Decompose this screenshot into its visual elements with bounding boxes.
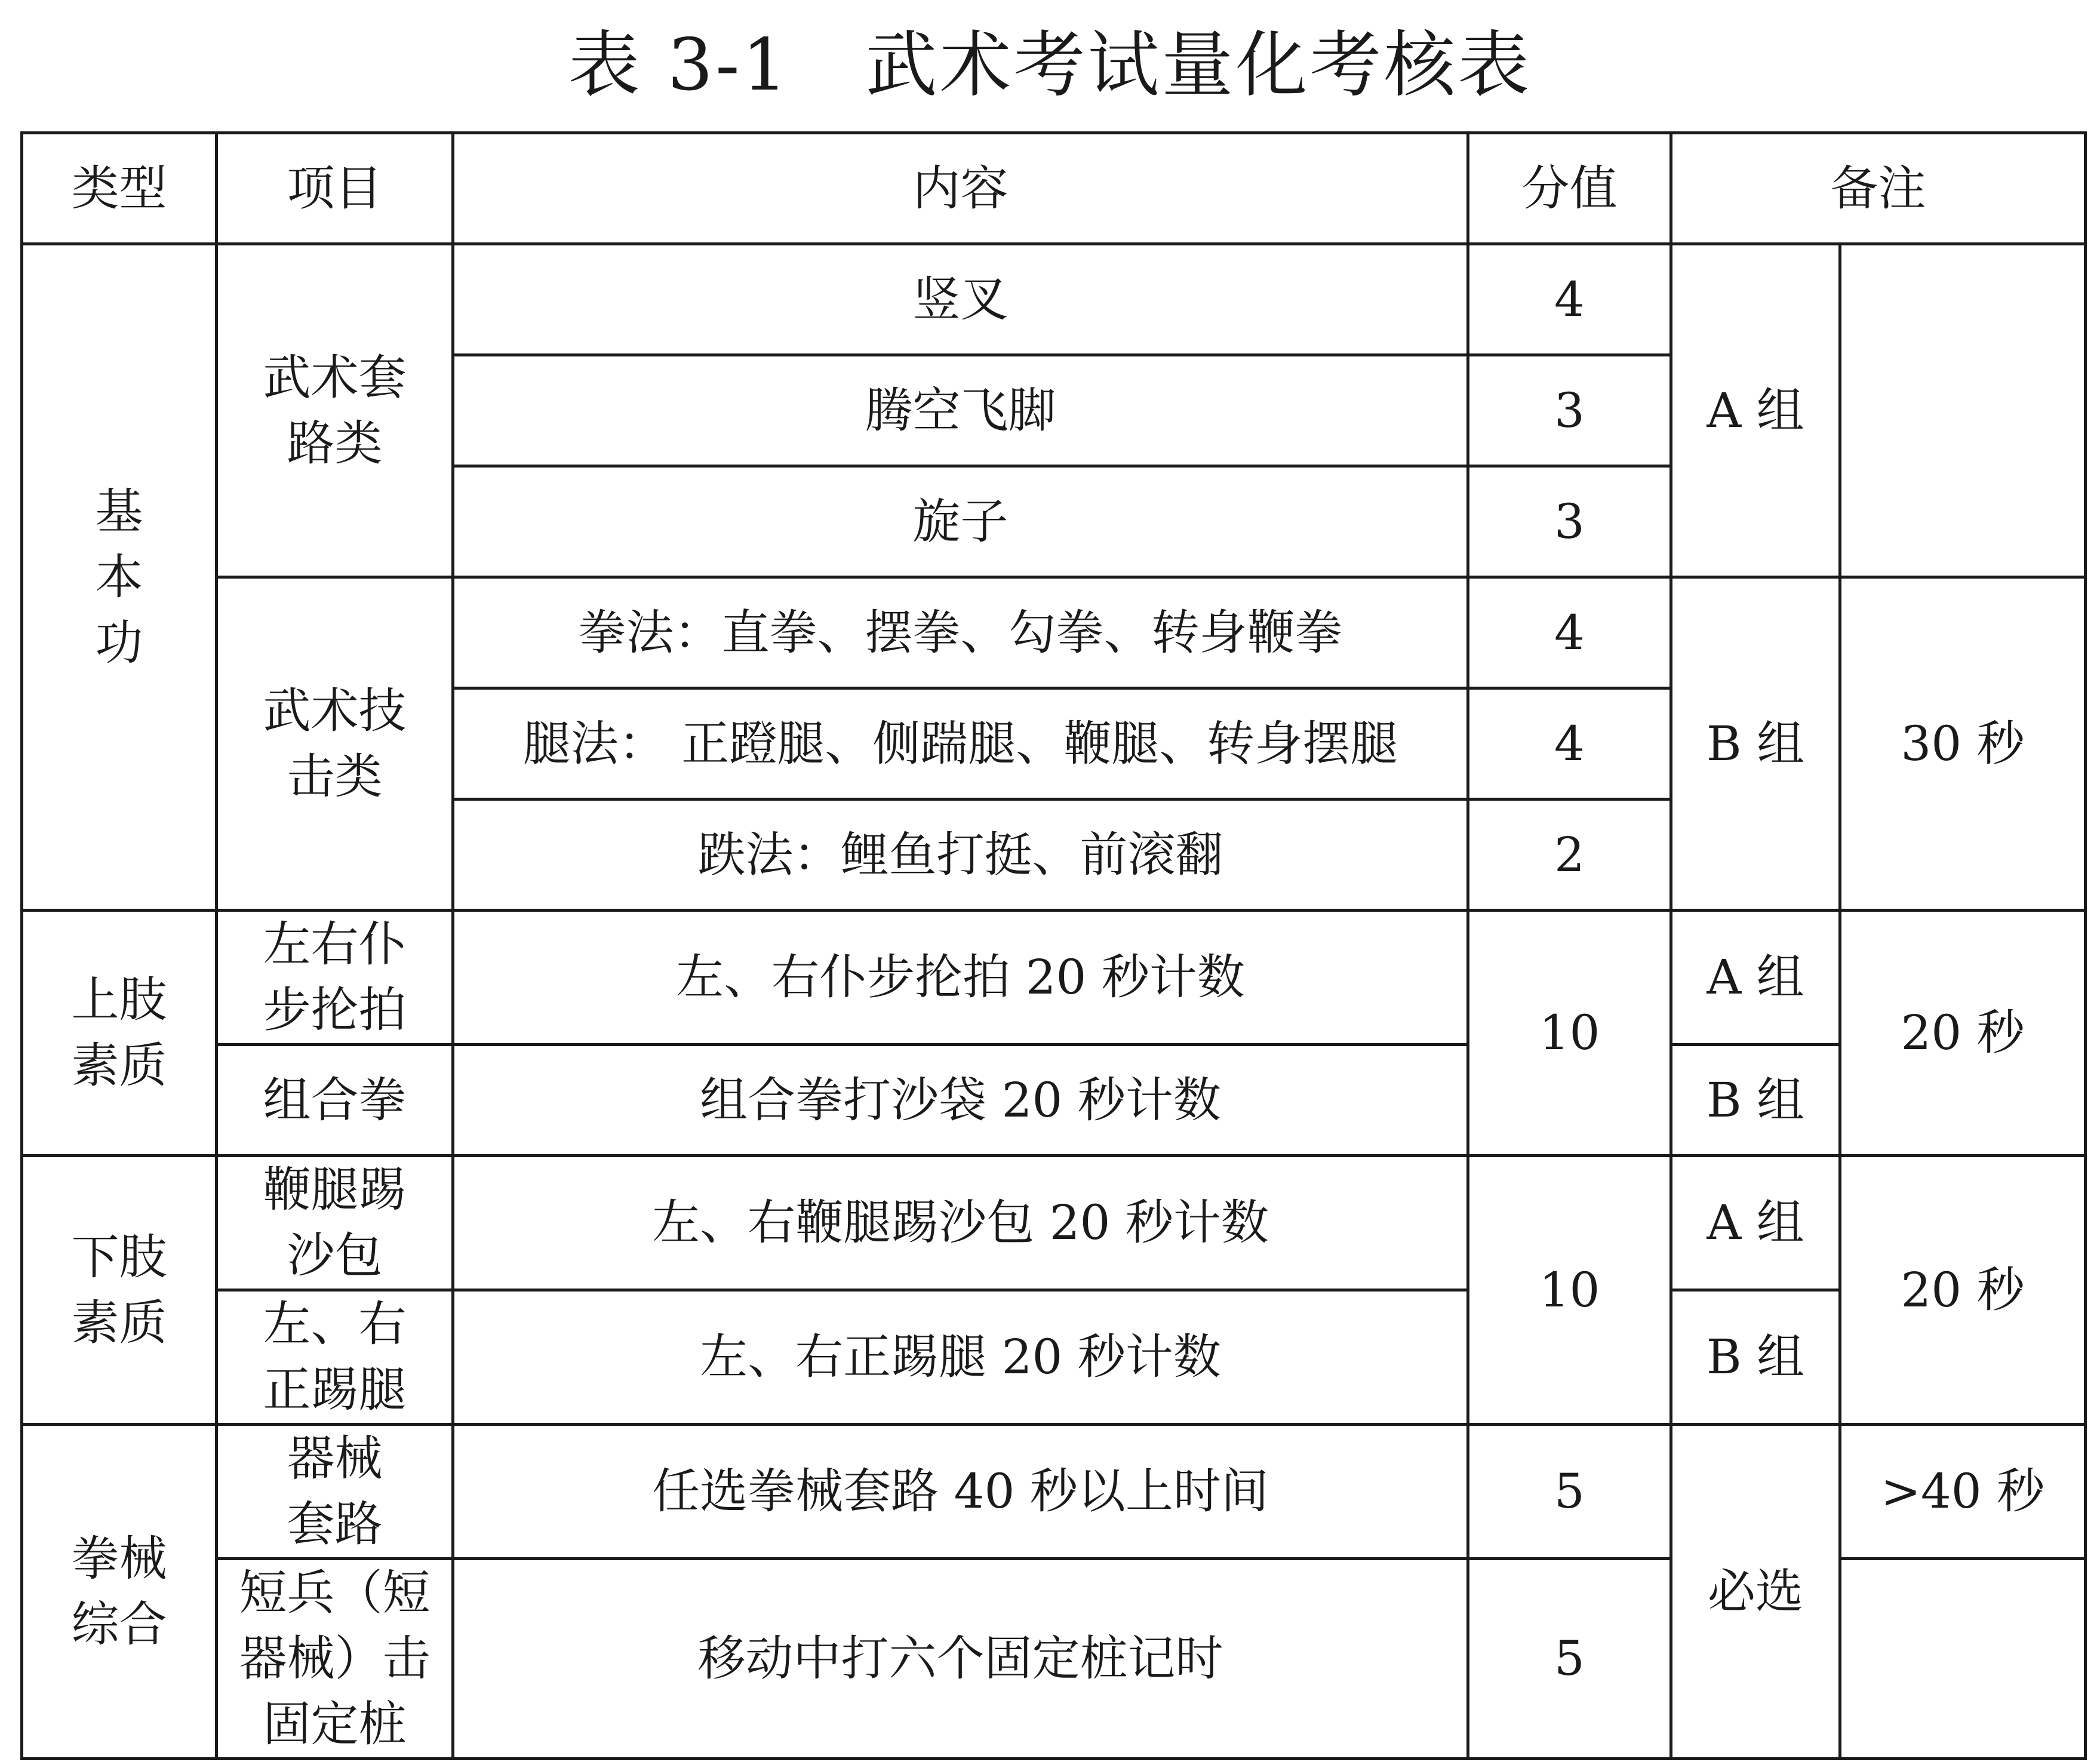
header-row xyxy=(22,133,2086,244)
assessment-table xyxy=(20,131,2087,1760)
time-cell: >40 秒 xyxy=(1840,1425,2086,1559)
item-cell: 组合拳 xyxy=(217,1045,453,1156)
table-title: 表 3-1 武术考试量化考核表 xyxy=(568,24,1532,107)
score-cell: 3 xyxy=(1468,466,1671,577)
item-label: 器械套路 xyxy=(287,1431,383,1552)
content-cell: 左、右正踢腿 20 秒计数 xyxy=(453,1290,1468,1425)
item-taolu-label: 武术套路类 xyxy=(263,349,407,471)
group-a-cell: A 组 xyxy=(1671,244,1840,577)
item-cell xyxy=(217,1425,453,1559)
table-row xyxy=(22,244,2086,355)
time-cell: 20 秒 xyxy=(1840,1156,2086,1425)
time-cell: 30 秒 xyxy=(1840,577,2086,911)
score-cell: 10 xyxy=(1468,1156,1671,1425)
score-cell: 4 xyxy=(1468,688,1671,799)
header-type: 类型 xyxy=(22,133,217,244)
score-cell: 5 xyxy=(1468,1559,1671,1759)
header-item: 项目 xyxy=(217,133,453,244)
type-basic-label: 基本功 xyxy=(95,483,143,671)
item-label: 鞭腿踢沙包 xyxy=(263,1162,407,1283)
score-cell: 10 xyxy=(1468,911,1671,1156)
content-cell: 腾空飞脚 xyxy=(453,355,1468,466)
score-cell: 2 xyxy=(1468,799,1671,911)
score-cell: 4 xyxy=(1468,244,1671,355)
group-b-cell: B 组 xyxy=(1671,577,1840,911)
time-cell: 20 秒 xyxy=(1840,911,2086,1156)
table-row xyxy=(22,1156,2086,1290)
item-label: 左右仆步抡拍 xyxy=(263,917,407,1038)
score-cell: 5 xyxy=(1468,1425,1671,1559)
item-label: 左、右正踢腿 xyxy=(263,1296,407,1417)
type-basic xyxy=(22,244,217,911)
group-a-cell: A 组 xyxy=(1671,911,1840,1045)
content-cell: 任选拳械套路 40 秒以上时间 xyxy=(453,1425,1468,1559)
content-cell: 拳法：直拳、摆拳、勾拳、转身鞭拳 xyxy=(453,577,1468,688)
score-cell: 3 xyxy=(1468,355,1671,466)
content-cell: 腿法： 正蹬腿、侧踹腿、鞭腿、转身摆腿 xyxy=(453,688,1468,799)
header-score: 分值 xyxy=(1468,133,1671,244)
note-empty-cell xyxy=(1840,244,2086,577)
type-combo-label: 拳械综合 xyxy=(71,1530,167,1652)
group-b-cell: B 组 xyxy=(1671,1045,1840,1156)
content-cell: 旋子 xyxy=(453,466,1468,577)
type-upper-label: 上肢素质 xyxy=(71,972,167,1093)
type-combo xyxy=(22,1425,217,1759)
content-cell: 竖叉 xyxy=(453,244,1468,355)
item-cell xyxy=(217,1156,453,1290)
content-cell: 移动中打六个固定桩记时 xyxy=(453,1559,1468,1759)
item-cell xyxy=(217,911,453,1045)
table-row xyxy=(22,1425,2086,1559)
table-row xyxy=(22,911,2086,1045)
item-cell xyxy=(217,1290,453,1425)
type-lower-label: 下肢素质 xyxy=(71,1229,167,1351)
item-label: 短兵（短器械）击固定桩 xyxy=(239,1565,431,1752)
group-a-cell: A 组 xyxy=(1671,1156,1840,1290)
table-row xyxy=(22,1045,2086,1156)
header-content: 内容 xyxy=(453,133,1468,244)
table-row xyxy=(22,1290,2086,1425)
group-b-cell: B 组 xyxy=(1671,1290,1840,1425)
item-taolu xyxy=(217,244,453,577)
content-cell: 左、右仆步抡拍 20 秒计数 xyxy=(453,911,1468,1045)
item-jiji xyxy=(217,577,453,911)
time-cell xyxy=(1840,1559,2086,1759)
item-cell xyxy=(217,1559,453,1759)
table-row xyxy=(22,577,2086,688)
content-cell: 左、右鞭腿踢沙包 20 秒计数 xyxy=(453,1156,1468,1290)
type-upper xyxy=(22,911,217,1156)
required-cell: 必选 xyxy=(1671,1425,1840,1759)
header-note: 备注 xyxy=(1671,133,2086,244)
type-lower xyxy=(22,1156,217,1425)
score-cell: 4 xyxy=(1468,577,1671,688)
content-cell: 组合拳打沙袋 20 秒计数 xyxy=(453,1045,1468,1156)
content-cell: 跌法：鲤鱼打挺、前滚翻 xyxy=(453,799,1468,911)
item-jiji-label: 武术技击类 xyxy=(263,682,407,804)
